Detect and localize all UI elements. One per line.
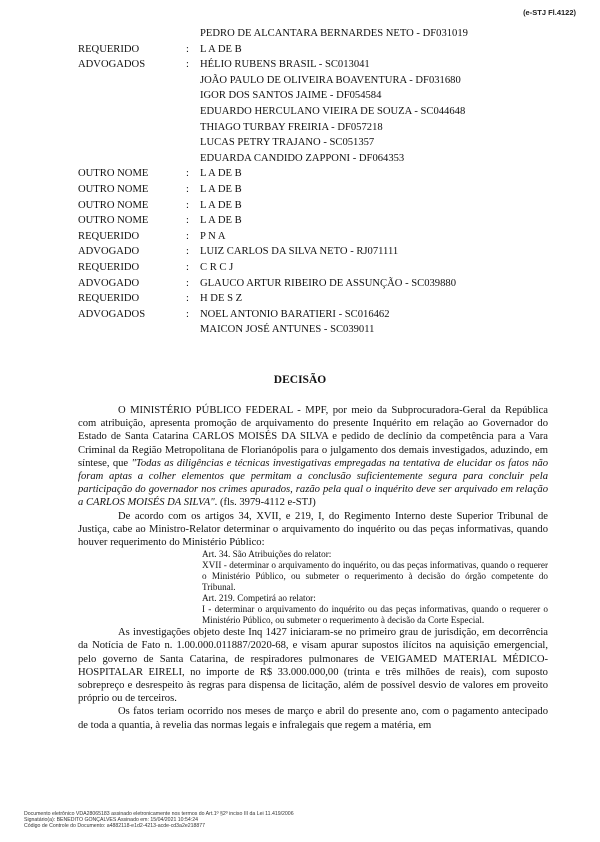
party-row bbox=[78, 26, 578, 42]
footer-line-1: Documento eletrônico VDA28065183 assinado eletronicamente nos termos do Art.1º §2º inciso III da Lei 11.419/2006 bbox=[24, 811, 294, 817]
party-colon bbox=[186, 88, 200, 104]
party-colon bbox=[186, 322, 200, 338]
party-colon: : bbox=[186, 168, 189, 180]
party-value: IGOR DOS SANTOS JAIME - DF054584 bbox=[200, 90, 382, 102]
party-row bbox=[78, 135, 578, 151]
party-role: OUTRO NOME bbox=[78, 215, 149, 227]
paragraph-4: Os fatos teriam ocorrido nos meses de março e abril do presente ano, com o pagamento antecipado de toda a quantia, à revelia das normas legais e infralegais que regem a matéria, em bbox=[78, 706, 548, 731]
party-row bbox=[78, 42, 578, 58]
paragraph-2: De acordo com os artigos 34, XVII, e 219, I, do Regimento Interno deste Superior Tribunal de Justiça, cabe ao Ministro-Relator determinar o arquivamento do inquérito ou das peças informativas, quando houver requerimento do Ministério Público: bbox=[78, 510, 548, 549]
art219-item: I - determinar o arquivamento do inquérito ou das peças informativas, quando o requerer o Ministério Público, ou submeter o requerimento à decisão da Corte Especial. bbox=[202, 604, 548, 626]
party-colon bbox=[186, 151, 200, 167]
party-role: REQUERIDO bbox=[78, 293, 140, 305]
party-colon: : bbox=[186, 183, 189, 195]
party-value: THIAGO TURBAY FREIRIA - DF057218 bbox=[200, 121, 383, 133]
party-value: H DE S Z bbox=[200, 293, 243, 305]
party-role: ADVOGADO bbox=[78, 277, 140, 289]
parties-list bbox=[78, 26, 578, 338]
party-colon: : bbox=[186, 215, 189, 227]
art34-title: Art. 34. São Atribuições do relator: bbox=[202, 549, 332, 560]
party-row bbox=[78, 57, 578, 73]
party-value: L A DE B bbox=[200, 168, 242, 180]
party-row bbox=[78, 104, 578, 120]
party-row bbox=[78, 182, 578, 198]
party-role bbox=[78, 88, 186, 104]
party-role: REQUERIDO bbox=[78, 43, 140, 55]
party-row bbox=[78, 276, 578, 292]
party-colon bbox=[186, 135, 200, 151]
paragraph-1-quote: "Todas as diligências e técnicas investigativas empregadas na tentativa de elucidar os fatos não foram aptas a colher elementos que permitam a conclusão suficientemente segura para concluir pela participação do governador nos crimes apurados, razão pela qual o inquérito deve ser arquivado em relação a CARLOS MOISÉS DA SILVA" bbox=[78, 457, 549, 509]
party-role bbox=[78, 104, 186, 120]
paragraph-3-text-a: As investigações objeto deste Inq 1427 iniciaram-se no primeiro grau de jurisdição, em decorrência da Notícia de Fato n. 1.00.000.011887/2020-68, e visam apurar supostos ilícitos na aquisição emergencial, pelo governo de Santa Catarina, de respiradores pulmonares de bbox=[78, 627, 548, 665]
party-role: ADVOGADOS bbox=[78, 59, 146, 71]
party-value: EDUARDA CANDIDO ZAPPONI - DF064353 bbox=[200, 152, 405, 164]
party-row bbox=[78, 120, 578, 136]
paragraph-1 bbox=[78, 404, 548, 510]
paragraph-3 bbox=[78, 626, 548, 705]
paragraph-1-text-b: e pedido de declínio da competência para a Vara Criminal da Região Metropolitana de Florianópolis para o julgamento dos demais investigados, aduzindo, em síntese, que bbox=[78, 431, 548, 469]
footer-line-2: Signatário(a): BENEDITO GONÇALVES Assinado em: 15/04/2021 10:54:24 bbox=[24, 817, 198, 824]
signature-footer bbox=[24, 811, 384, 830]
party-role bbox=[78, 322, 186, 338]
party-value: L A DE B bbox=[200, 215, 242, 227]
party-value: P N A bbox=[200, 230, 226, 242]
party-value: L A DE B bbox=[200, 43, 242, 55]
party-row bbox=[78, 307, 578, 323]
party-row bbox=[78, 166, 578, 182]
party-colon: : bbox=[186, 308, 189, 320]
party-value: JOÃO PAULO DE OLIVEIRA BOAVENTURA - DF031680 bbox=[200, 74, 461, 86]
party-row bbox=[78, 322, 578, 338]
party-value: GLAUCO ARTUR RIBEIRO DE ASSUNÇÃO - SC039880 bbox=[200, 277, 456, 289]
party-colon bbox=[186, 104, 200, 120]
decision-body bbox=[78, 404, 548, 732]
party-colon: : bbox=[186, 59, 189, 71]
paragraph-1-text-a: O MINISTÉRIO PÚBLICO FEDERAL - MPF, por meio da Subprocuradora-Geral da República com atribuição, apresenta promoção de arquivamento do presente Inquérito em relação ao Governador do Estado de Santa Catarina bbox=[78, 405, 548, 443]
party-role bbox=[78, 73, 186, 89]
party-row bbox=[78, 260, 578, 276]
party-row bbox=[78, 88, 578, 104]
party-row bbox=[78, 213, 578, 229]
party-colon bbox=[186, 73, 200, 89]
art219-title: Art. 219. Competirá ao relator: bbox=[202, 593, 316, 604]
party-row bbox=[78, 244, 578, 260]
party-row bbox=[78, 73, 578, 89]
party-value: LUIZ CARLOS DA SILVA NETO - RJ071111 bbox=[200, 246, 399, 258]
party-colon: : bbox=[186, 230, 189, 242]
party-role: OUTRO NOME bbox=[78, 199, 149, 211]
company-name: VEIGAMED MATERIAL MÉDICO-HOSPITALAR EIRELI bbox=[78, 653, 548, 678]
party-role: OUTRO NOME bbox=[78, 168, 149, 180]
paragraph-3-text-b: , no importe de R$ 33.000.000,00 (trinta e três milhões de reais), com suposto sobrepreço e desrespeito às regras para dispensa de licitação, além de possível desvio de valores em proveito próprio ou de terceiros. bbox=[78, 666, 548, 705]
party-value: L A DE B bbox=[200, 183, 242, 195]
party-colon: : bbox=[186, 199, 189, 211]
party-colon: : bbox=[186, 277, 189, 289]
party-colon: : bbox=[186, 43, 189, 55]
party-value: C R C J bbox=[200, 261, 234, 273]
party-value: HÉLIO RUBENS BRASIL - SC013041 bbox=[200, 59, 370, 71]
party-value: PEDRO DE ALCANTARA BERNARDES NETO - DF031019 bbox=[200, 28, 468, 39]
party-colon: : bbox=[186, 246, 189, 258]
party-colon: : bbox=[186, 261, 189, 273]
party-value: EDUARDO HERCULANO VIEIRA DE SOUZA - SC044648 bbox=[200, 105, 466, 117]
decision-heading: DECISÃO bbox=[273, 374, 327, 386]
party-value: MAICON JOSÉ ANTUNES - SC039011 bbox=[200, 324, 375, 336]
party-row bbox=[78, 229, 578, 245]
footer-line-3: Código de Controle do Documento: a4882118-e1d2-4213-acde-cd3a2e218877 bbox=[24, 823, 206, 830]
art34-item: XVII - determinar o arquivamento do inquérito, ou das peças informativas, quando o requerer o Ministério Público, ou submeter o requerimento à decisão do órgão competente do Tribunal. bbox=[202, 560, 548, 593]
paragraph-1-text-c: . (fls. 3979-4112 e-STJ) bbox=[214, 497, 316, 509]
party-role: REQUERIDO bbox=[78, 230, 140, 242]
party-value: L A DE B bbox=[200, 199, 242, 211]
party-role: ADVOGADO bbox=[78, 246, 140, 258]
party-colon bbox=[186, 26, 200, 42]
party-row bbox=[78, 151, 578, 167]
party-role bbox=[78, 26, 186, 42]
governor-name: CARLOS MOISÉS DA SILVA bbox=[192, 431, 329, 443]
page-stamp: (e-STJ Fl.4122) bbox=[523, 8, 576, 17]
party-role bbox=[78, 135, 186, 151]
party-role: OUTRO NOME bbox=[78, 183, 149, 195]
party-row bbox=[78, 198, 578, 214]
party-value: LUCAS PETRY TRAJANO - SC051357 bbox=[200, 137, 375, 149]
party-colon: : bbox=[186, 293, 189, 305]
party-value: NOEL ANTONIO BARATIERI - SC016462 bbox=[200, 308, 390, 320]
party-role bbox=[78, 151, 186, 167]
party-role: REQUERIDO bbox=[78, 261, 140, 273]
party-role: ADVOGADOS bbox=[78, 308, 146, 320]
regimento-quote bbox=[202, 549, 548, 626]
party-role bbox=[78, 120, 186, 136]
party-row bbox=[78, 291, 578, 307]
party-colon bbox=[186, 120, 200, 136]
